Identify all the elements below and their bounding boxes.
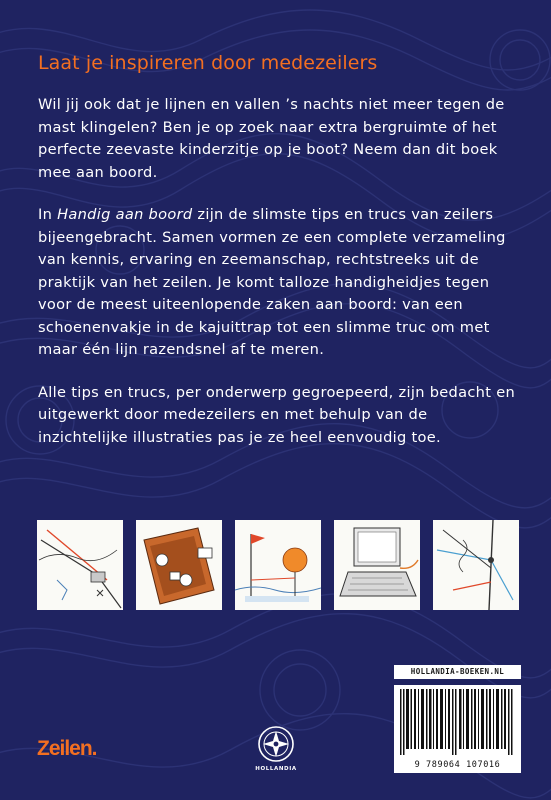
- storage-box-illustration: [136, 520, 222, 610]
- compass-rose-icon: [257, 725, 295, 763]
- publisher-name: HOLLANDIA: [255, 766, 297, 772]
- mooring-buoy-illustration: [235, 520, 321, 610]
- rigging-lines-illustration: [37, 520, 123, 610]
- description-paragraph: [38, 204, 518, 362]
- paragraph-prefix: In: [38, 206, 58, 223]
- isbn-number: 9 789064 107016: [414, 760, 501, 770]
- mast-lines-illustration: [433, 520, 519, 610]
- zeilen-logo: Zeilen.: [37, 737, 97, 760]
- website-label: HOLLANDIA-BOEKEN.NL: [394, 665, 521, 679]
- paragraph-rest: zijn de slimste tips en trucs van zeilers bijeengebracht. Samen vormen ze een complete verzameling van kennis, ervaring en zeemanschap, rechtstreeks uit de praktijk van het zeilen. Je komt talloze handigheidjes tegen voor de meest uiteenlopende zaken aan boord: van een schoenenvakje in de kajuittrap tot een slimme truc om met maar één lijn razendsnel af te meren.: [38, 206, 506, 358]
- book-title: Handig aan boord: [57, 206, 193, 223]
- laptop-illustration: [334, 520, 420, 610]
- text-block: [38, 52, 518, 469]
- intro-paragraph: Wil jij ook dat je lijnen en vallen ’s nachts niet meer tegen de mast klingelen? Ben je op zoek naar extra bergruimte of het perfecte zeevaste kinderzitje op je boot? Neem dan dit boek mee aan boord.: [38, 96, 505, 181]
- barcode: [394, 685, 521, 773]
- closing-paragraph: Alle tips en trucs, per onderwerp gegroepeerd, zijn bedacht en uitgewerkt door medezeilers en met behulp van de inzichtelijke illustraties pas je ze heel eenvoudig toe.: [38, 383, 516, 446]
- cover-heading: Laat je inspireren door medezeilers: [38, 52, 378, 74]
- isbn-block: [394, 665, 521, 773]
- illustration-strip: [37, 520, 521, 610]
